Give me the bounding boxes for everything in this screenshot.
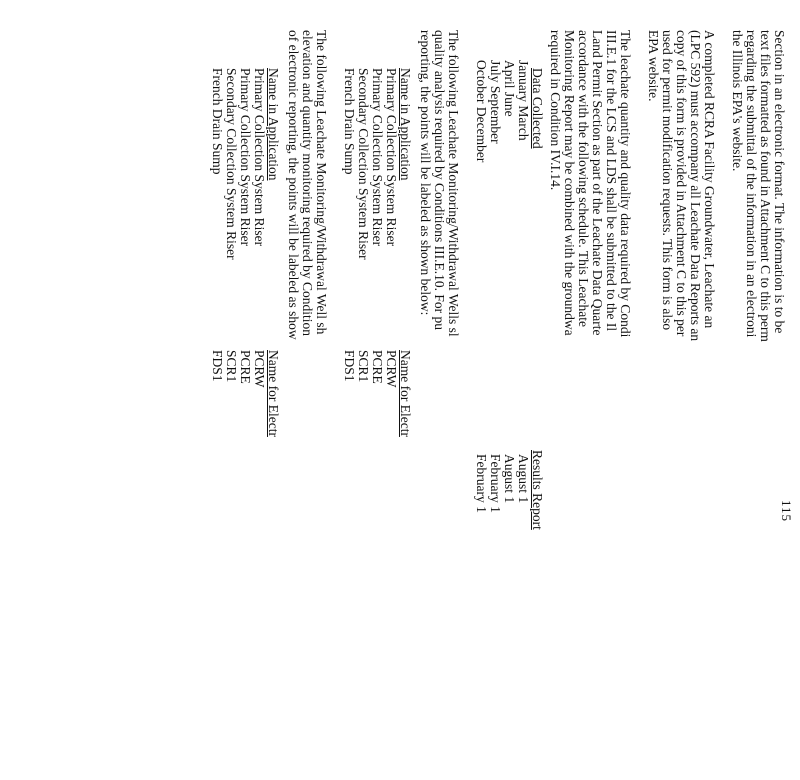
para3-line: III.E.1 for the LCS and LDS shall be submitted to the Il [604, 30, 619, 332]
schedule-row-collected: January March [516, 60, 531, 141]
para5-line: of electronic reporting, the points will be labeled as show [286, 30, 301, 340]
schedule-row-due: August 1 [516, 454, 531, 504]
para4-line: quality analysis required by Conditions III.E.10. For pu [432, 30, 447, 330]
para1-line: Section in an electronic format. The information is to be [772, 30, 787, 334]
table2-row-name: Secondary Collection System Riser [224, 68, 239, 260]
para2-line: A completed RCRA Facility Groundwater, Leachate an [702, 30, 717, 329]
para4-line: reporting, the points will be labeled as shown below: [418, 30, 433, 316]
schedule-row-collected: October December [474, 60, 489, 163]
table1-row-name: Secondary Collection System Riser [356, 68, 371, 260]
para3-line: Land Permit Section as part of the Leachate Data Quarte [590, 30, 605, 336]
page-number: 115 [779, 500, 794, 523]
table2-row-code: PCRE [238, 350, 253, 384]
para2-line: EPA website. [646, 30, 661, 102]
table1-row-name: Primary Collection System Riser [370, 68, 385, 247]
table2-header-code: Name for Electr [266, 350, 281, 437]
para4-line: The following Leachate Monitoring/Withdrawal Wells sl [446, 30, 461, 337]
table1-row-code: SCR1 [356, 350, 371, 383]
schedule-row-collected: April June [502, 60, 517, 117]
para3-line: The leachate quantity and quality data required by Condi [618, 30, 633, 338]
table2-row-code: PCRW [252, 350, 267, 388]
table1-header-name: Name in Application [398, 68, 413, 181]
schedule-header-collected: Data Collected [530, 68, 545, 149]
table2-header-name: Name in Application [266, 68, 281, 181]
para1-line: text files formatted as found in Attachment C to this perm [758, 30, 773, 342]
para2-line: used for permit modification requests. This form is also [660, 30, 675, 331]
schedule-row-collected: July September [488, 60, 503, 144]
table1-row-code: PCRW [384, 350, 399, 388]
table2-row-name: French Drain Sump [210, 68, 225, 175]
para5-line: elevation and quantity monitoring required by Condition [300, 30, 315, 336]
table1-row-code: FDS1 [342, 350, 357, 382]
schedule-row-due: August 1 [502, 454, 517, 504]
para3-line: accordance with the following schedule. This Leachate [576, 30, 591, 328]
table2-row-code: SCR1 [224, 350, 239, 383]
table1-header-code: Name for Electr [398, 350, 413, 437]
table1-row-name: Primary Collection System Riser [384, 68, 399, 247]
para2-line: copy of this form is provided in Attachment C to this per [674, 30, 689, 337]
table2-row-code: FDS1 [210, 350, 225, 382]
table1-row-code: PCRE [370, 350, 385, 384]
para5-line: The following Leachate Monitoring/Withdrawal Well sh [314, 30, 329, 335]
para1-line: regarding the submittal of the information in an electroni [744, 30, 759, 338]
para2-line: (LPC 592) must accompany all Leachate Data Reports an [688, 30, 703, 342]
schedule-row-due: February 1 [488, 454, 503, 513]
table2-row-name: Primary Collection System Riser [238, 68, 253, 247]
table1-row-name: French Drain Sump [342, 68, 357, 175]
para3-line: required in Condition IV.I.14. [548, 30, 563, 191]
para1-line: the Illinois EPA's website. [730, 30, 745, 172]
table2-row-name: Primary Collection System Riser [252, 68, 267, 247]
schedule-header-due: Results Report [530, 450, 545, 530]
para3-line: Monitoring Report may be combined with the groundwa [562, 30, 577, 336]
schedule-row-due: February 1 [474, 454, 489, 513]
